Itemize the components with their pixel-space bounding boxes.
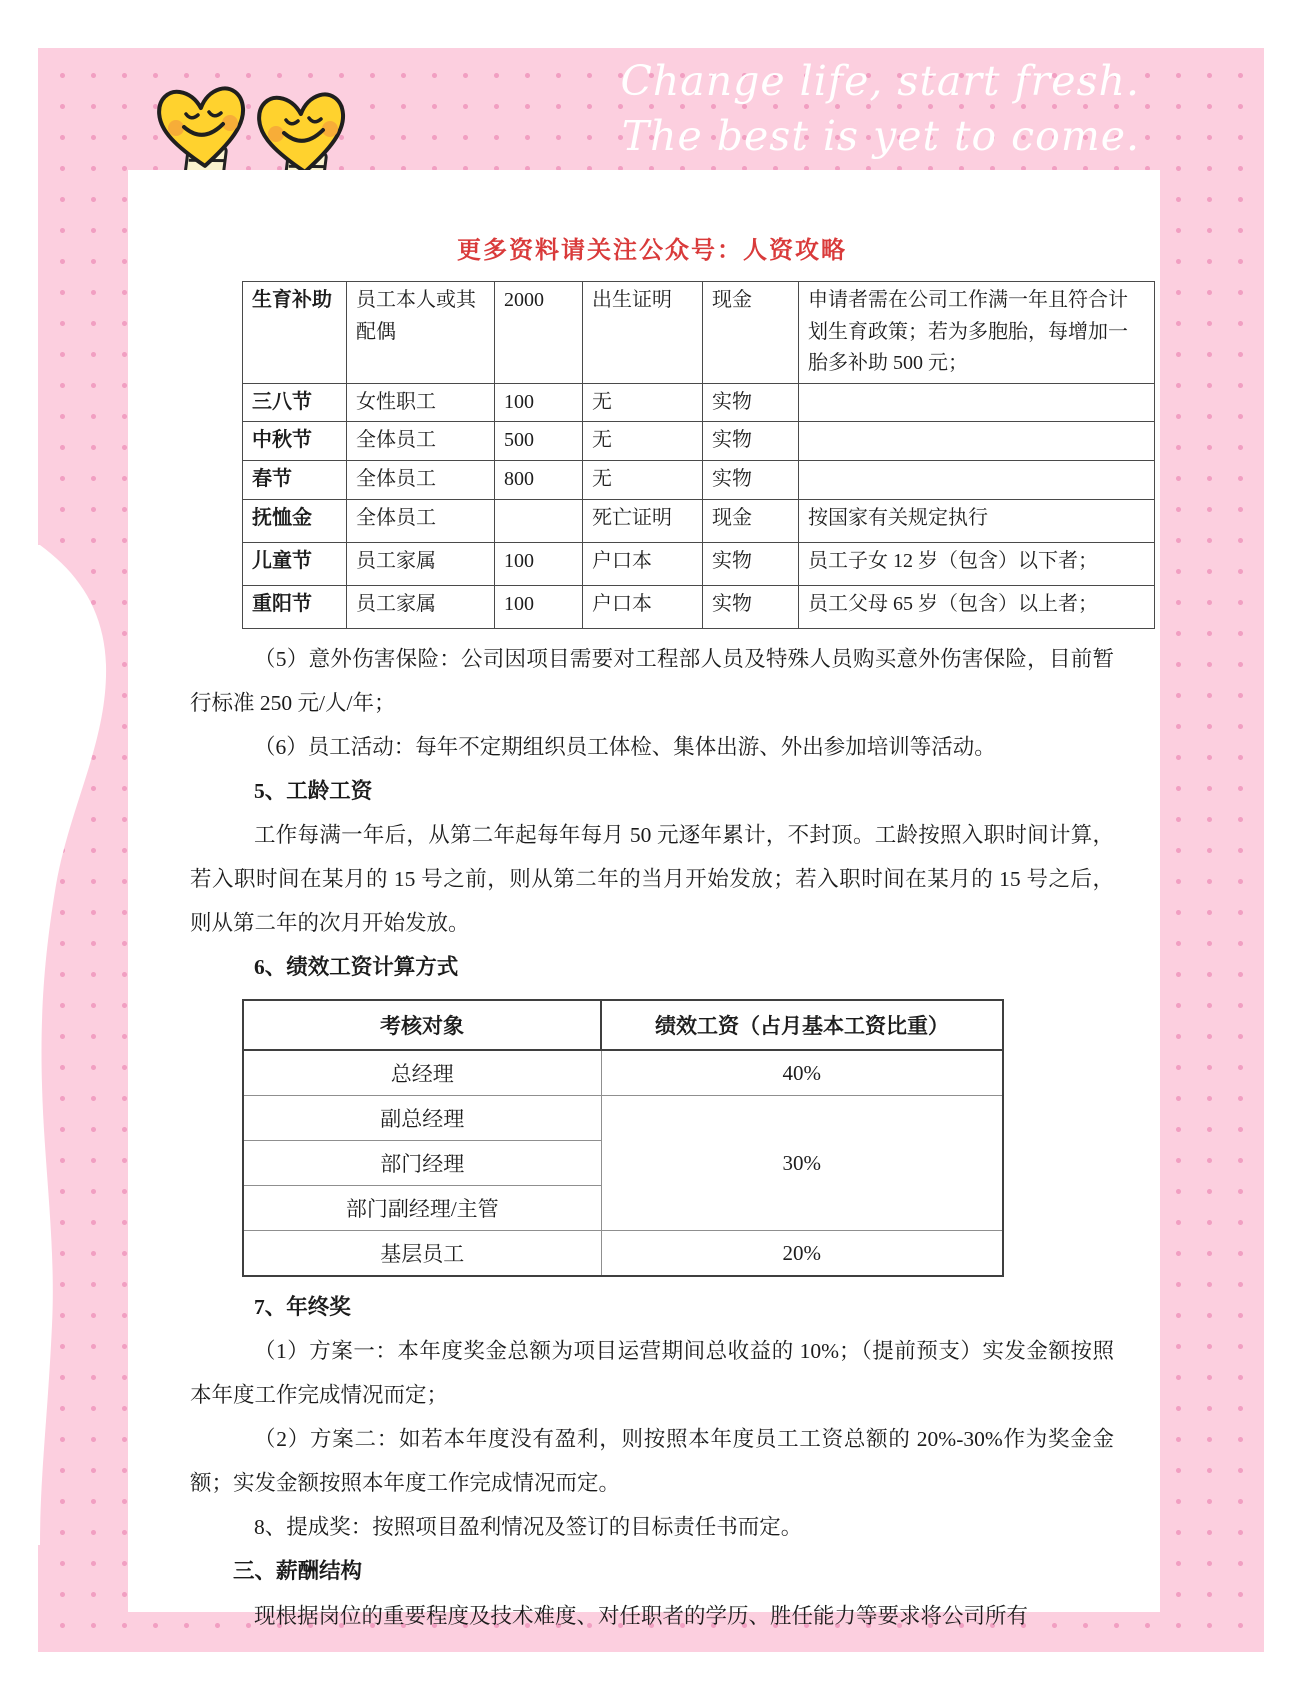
benefit-target: 员工家属 [347, 585, 495, 628]
table-row [243, 422, 1155, 461]
benefit-form: 实物 [703, 542, 799, 585]
table-row [243, 1096, 1003, 1141]
benefit-note: 按国家有关规定执行 [799, 499, 1155, 542]
heading-performance-pay: 6、绩效工资计算方式 [254, 955, 459, 979]
benefit-form: 实物 [703, 460, 799, 499]
perf-ratio: 20% [601, 1231, 1003, 1277]
benefit-amount: 800 [495, 460, 583, 499]
benefit-note [799, 460, 1155, 499]
table-row [243, 499, 1155, 542]
benefit-proof: 户口本 [583, 542, 703, 585]
benefit-target: 全体员工 [347, 499, 495, 542]
perf-role: 部门经理 [243, 1141, 601, 1186]
benefit-proof: 无 [583, 422, 703, 461]
perf-header-ratio: 绩效工资（占月基本工资比重） [601, 1000, 1003, 1050]
table-row [243, 1050, 1003, 1096]
benefit-note [799, 422, 1155, 461]
benefit-item: 抚恤金 [243, 499, 347, 542]
perf-role: 副总经理 [243, 1096, 601, 1141]
benefit-form: 实物 [703, 383, 799, 422]
heading-yearend-bonus: 7、年终奖 [254, 1295, 351, 1320]
paragraph-commission-bonus: 8、提成奖：按照项目盈利情况及签订的目标责任书而定。 [254, 1515, 803, 1540]
perf-role: 总经理 [243, 1050, 601, 1096]
perf-role: 部门副经理/主管 [243, 1186, 601, 1231]
benefit-note [799, 383, 1155, 422]
banner-slogan [621, 54, 1140, 164]
benefit-form: 实物 [703, 585, 799, 628]
benefit-form: 现金 [703, 499, 799, 542]
benefit-amount: 500 [495, 422, 583, 461]
benefit-amount: 100 [495, 383, 583, 422]
benefit-target: 女性职工 [347, 383, 495, 422]
paragraph-accident-insurance: （5）意外伤害保险：公司因项目需要对工程部人员及特殊人员购买意外伤害保险，目前暂行标准 250 元/人/年； [190, 646, 1114, 715]
benefit-target: 全体员工 [347, 422, 495, 461]
benefit-target: 员工家属 [347, 542, 495, 585]
benefit-item: 儿童节 [243, 542, 347, 585]
benefit-amount [495, 499, 583, 542]
perf-header-role: 考核对象 [243, 1000, 601, 1050]
benefits-table [242, 281, 1155, 629]
benefit-item: 三八节 [243, 383, 347, 422]
table-header-row [243, 1000, 1003, 1050]
left-wave-decoration [0, 545, 118, 1545]
performance-table [242, 999, 1004, 1277]
benefit-amount: 100 [495, 542, 583, 585]
benefit-proof: 无 [583, 383, 703, 422]
benefit-target: 全体员工 [347, 460, 495, 499]
benefit-form: 现金 [703, 282, 799, 384]
benefit-note: 员工子女 12 岁（包含）以下者； [799, 542, 1155, 585]
paragraph-employee-activity: （6）员工活动：每年不定期组织员工体检、集体出游、外出参加培训等活动。 [254, 734, 996, 759]
benefit-amount: 2000 [495, 282, 583, 384]
heading-seniority-pay: 5、工龄工资 [254, 778, 373, 803]
benefit-proof: 户口本 [583, 585, 703, 628]
benefit-amount: 100 [495, 585, 583, 628]
perf-ratio: 40% [601, 1050, 1003, 1096]
table-row [243, 383, 1155, 422]
benefit-item: 春节 [243, 460, 347, 499]
table-row [243, 1231, 1003, 1277]
wechat-account-notice: 更多资料请关注公众号：人资攻略 [457, 238, 847, 264]
paragraph-seniority-pay: 工作每满一年后，从第二年起每年每月 50 元逐年累计，不封顶。工龄按照入职时间计算，若入职时间在某月的 15 号之前，则从第二年的当月开始发放；若入职时间在某月的 15 号之后，则从第二年的次月开始发放。 [190, 822, 1114, 935]
benefit-item: 中秋节 [243, 422, 347, 461]
paragraph-bonus-plan2: （2）方案二：如若本年度没有盈利，则按照本年度员工工资总额的 20%-30%作为奖金金额；实发金额按照本年度工作完成情况而定。 [190, 1427, 1114, 1496]
paragraph-bonus-plan1: （1）方案一：本年度奖金总额为项目运营期间总收益的 10%；（提前预支）实发金额按照本年度工作完成情况而定； [190, 1339, 1114, 1408]
benefit-form: 实物 [703, 422, 799, 461]
benefit-target: 员工本人或其配偶 [347, 282, 495, 384]
perf-role: 基层员工 [243, 1231, 601, 1277]
benefit-proof: 无 [583, 460, 703, 499]
table-row [243, 585, 1155, 628]
perf-ratio-merged: 30% [601, 1096, 1003, 1231]
table-row [243, 282, 1155, 384]
paragraph-salary-structure: 现根据岗位的重要程度及技术难度、对任职者的学历、胜任能力等要求将公司所有 [254, 1603, 1029, 1628]
document-content [128, 170, 1160, 1638]
benefit-item: 重阳节 [243, 585, 347, 628]
slogan-line-1: Change life, start fresh. [620, 57, 1140, 105]
benefit-item: 生育补助 [243, 282, 347, 384]
benefit-note: 员工父母 65 岁（包含）以上者； [799, 585, 1155, 628]
document-page [128, 170, 1160, 1628]
benefit-proof: 死亡证明 [583, 499, 703, 542]
table-row [243, 460, 1155, 499]
table-row [243, 542, 1155, 585]
heading-salary-structure: 三、薪酬结构 [233, 1559, 363, 1584]
benefit-proof: 出生证明 [583, 282, 703, 384]
slogan-line-2: The best is yet to come. [621, 112, 1140, 160]
benefit-note: 申请者需在公司工作满一年且符合计划生育政策；若为多胞胎，每增加一胎多补助 500 元； [799, 282, 1155, 384]
